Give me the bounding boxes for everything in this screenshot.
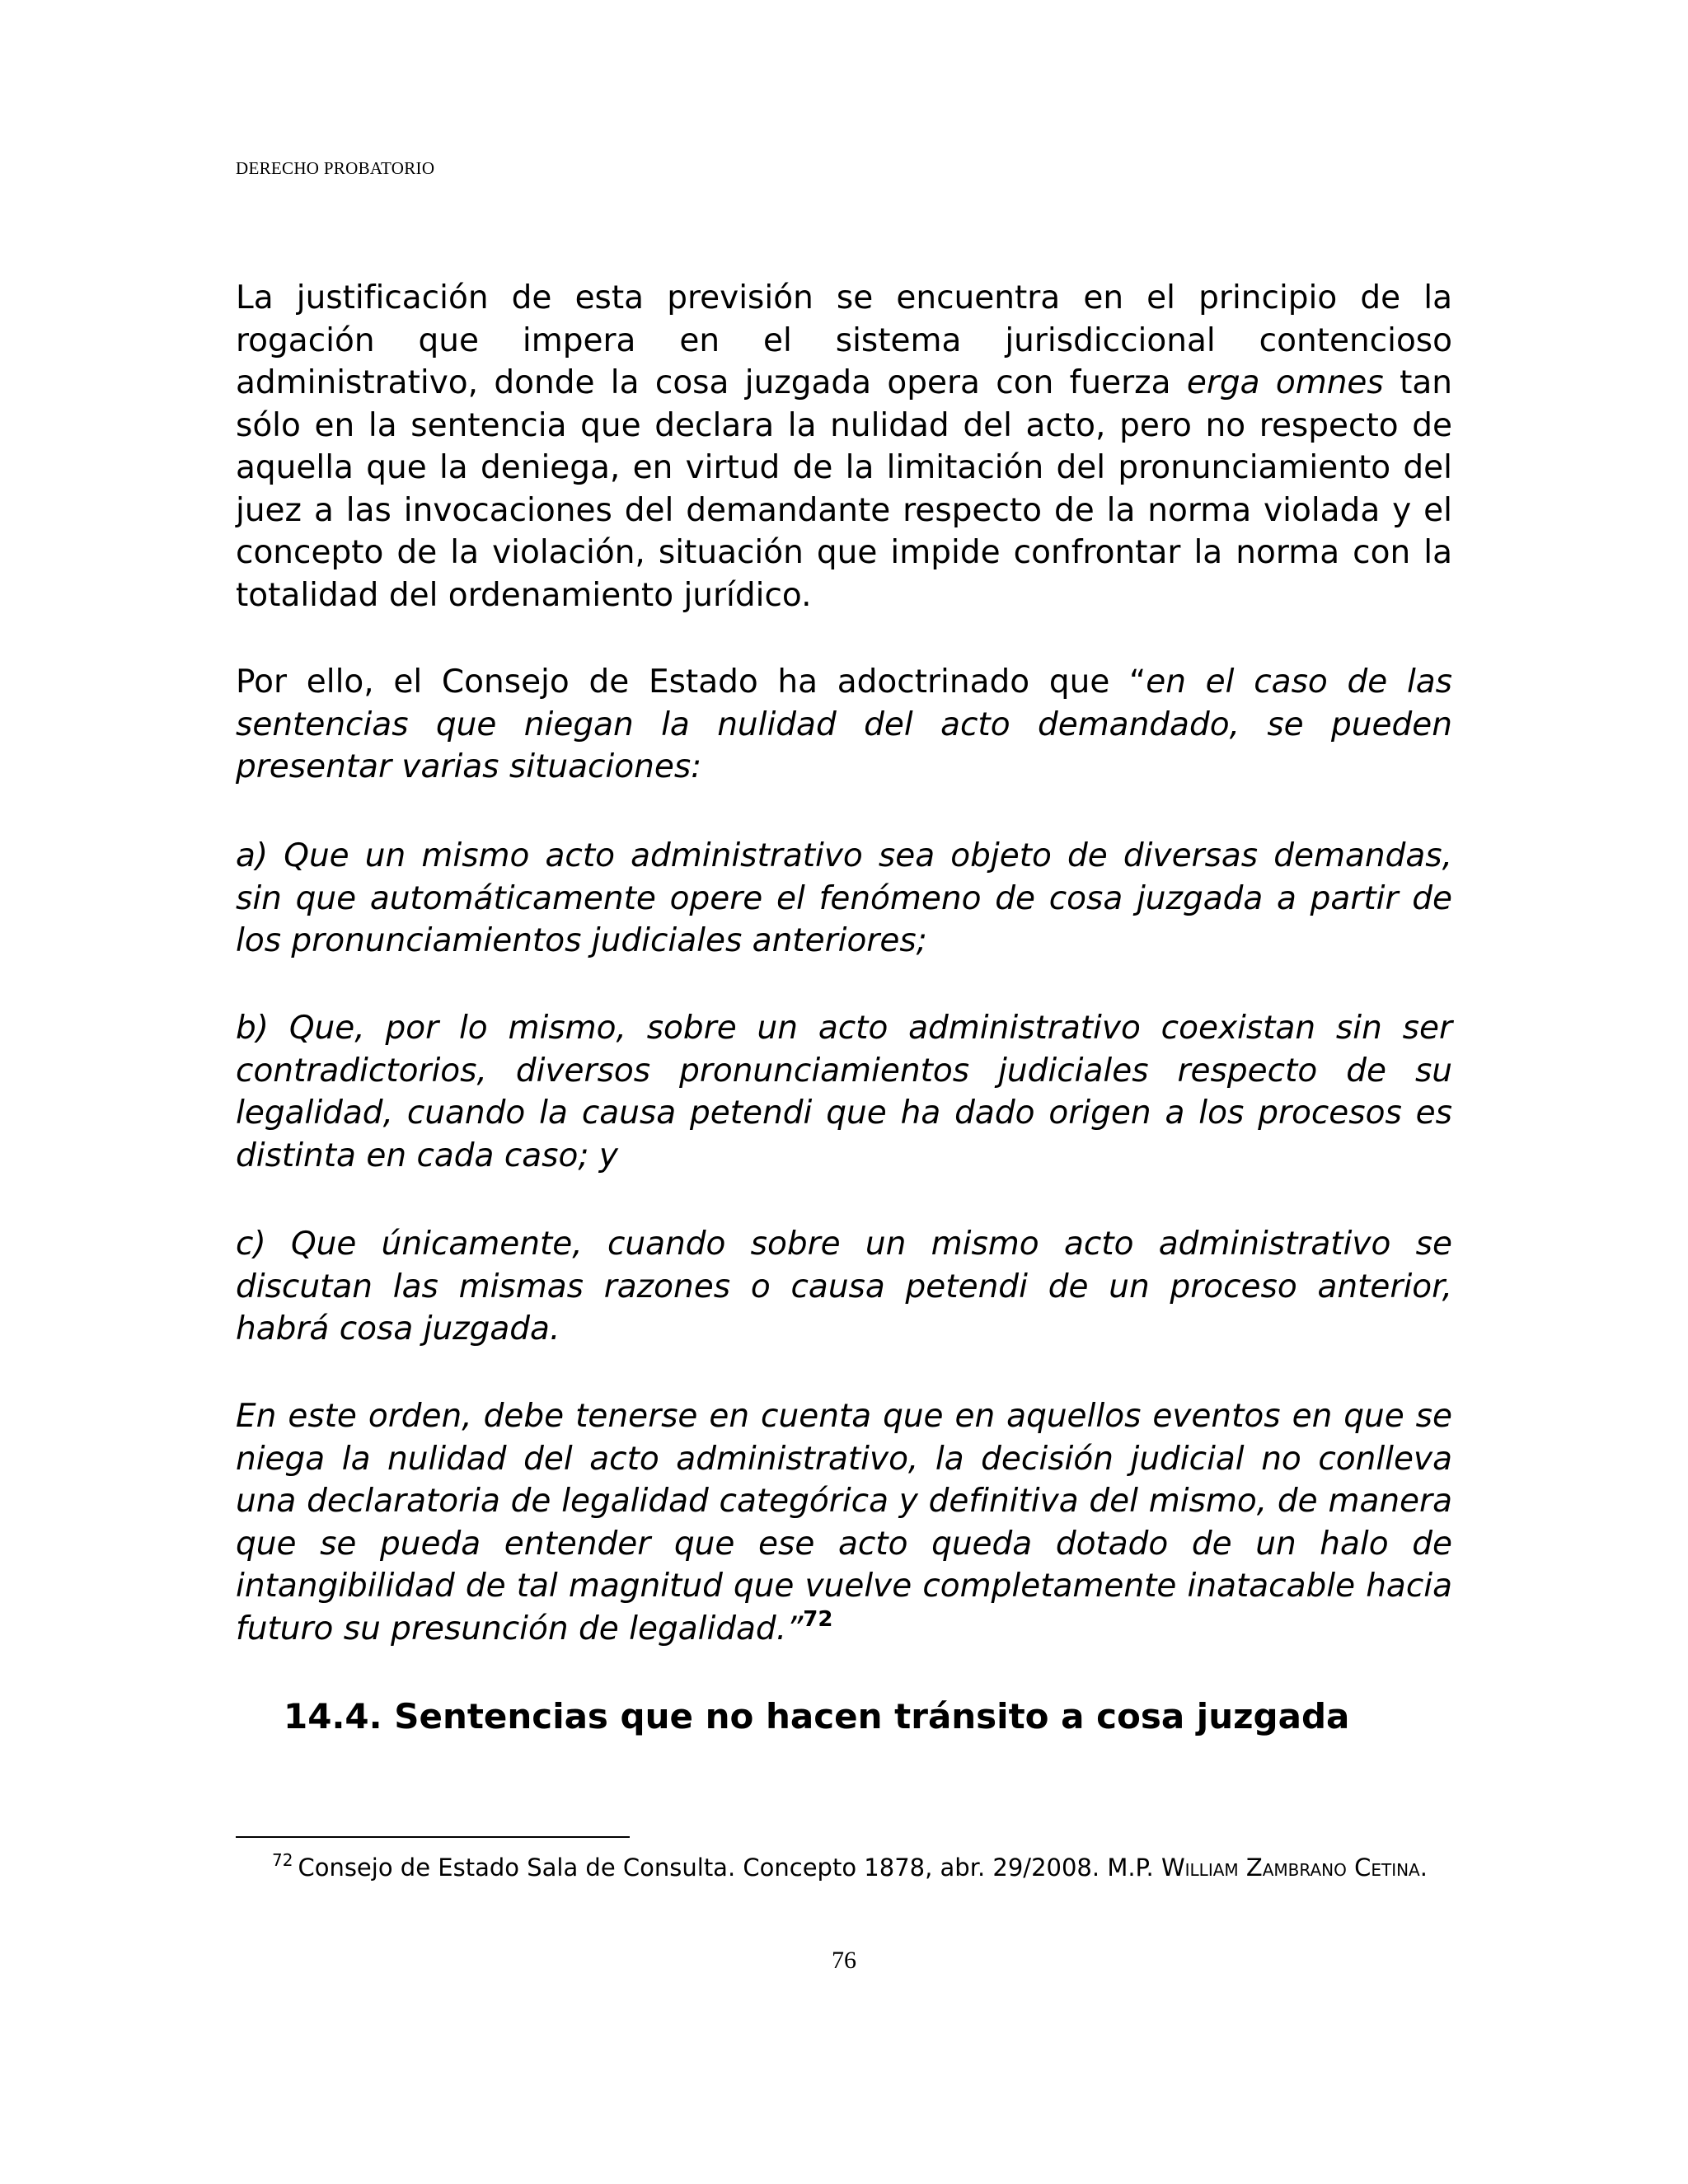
emphasis-erga-omnes: erga omnes: [1186, 364, 1384, 401]
paragraph-consejo-estado: Por ello, el Consejo de Estado ha adoctrinado que “en el caso de las sentencias que niegan la nulidad del acto demandado, se pueden presentar varias situaciones:: [236, 663, 1452, 785]
footnote: $^{72}$ Consejo de Estado Sala de Consulta. Concepto 1878, abr. 29/2008. M.P. William Zambrano Cetina.: [272, 1850, 1428, 1882]
footnote-author: William Zambrano Cetina: [1160, 1854, 1420, 1882]
quote-start: en el caso de las sentencias que niegan la nulidad del acto demandado, se pueden presentar varias situaciones:: [236, 663, 1452, 785]
quote-conclusion: En este orden, debe tenerse en cuenta que en aquellos eventos en que se niega la nulidad del acto administrativo, la decisión judicial no conlleva una declaratoria de legalidad categórica y definitiva del mismo, de manera que se pueda entender que ese acto queda dotado de un halo de intangibilidad de tal magnitud que vuelve completamente inatacable hacia futuro su presunción de legalidad.”$^{72}$: [236, 1398, 1452, 1647]
quote-item-b: b) Que, por lo mismo, sobre un acto administrativo coexistan sin ser contradictorios, diversos pronunciamientos judiciales respecto de su legalidad, cuando la causa petendi que ha dado origen a los procesos es distinta en cada caso; y: [236, 1010, 1452, 1174]
paragraph-justificacion: La justificación de esta previsión se encuentra en el principio de la rogación que impera en el sistema jurisdiccional contencioso administrativo, donde la cosa juzgada opera con fuerza erga omnes tan sólo en la sentencia que declara la nulidad del acto, pero no respecto de aquella que la deniega, en virtud de la limitación del pronunciamiento del juez a las invocaciones del demandante respecto de la norma violada y el concepto de la violación, situación que impide confrontar la norma con la totalidad del ordenamiento jurídico.: [236, 279, 1452, 614]
page-number: 76: [832, 1947, 856, 1974]
footnote-reference[interactable]: 72: [803, 1606, 833, 1632]
quote-item-a: a) Que un mismo acto administrativo sea objeto de diversas demandas, sin que automáticamente opere el fenómeno de cosa juzgada a partir de los pronunciamientos judiciales anteriores;: [236, 837, 1452, 959]
footnote-divider: [236, 1836, 630, 1838]
section-heading: 14.4. Sentencias que no hacen tránsito a cosa juzgada: [284, 1696, 1350, 1736]
running-header: DERECHO PROBATORIO: [236, 158, 435, 178]
quote-item-c: c) Que únicamente, cuando sobre un mismo acto administrativo se discutan las mismas razones o causa petendi de un proceso anterior, habrá cosa juzgada.: [236, 1226, 1452, 1347]
footnote-number: 72: [272, 1850, 293, 1870]
